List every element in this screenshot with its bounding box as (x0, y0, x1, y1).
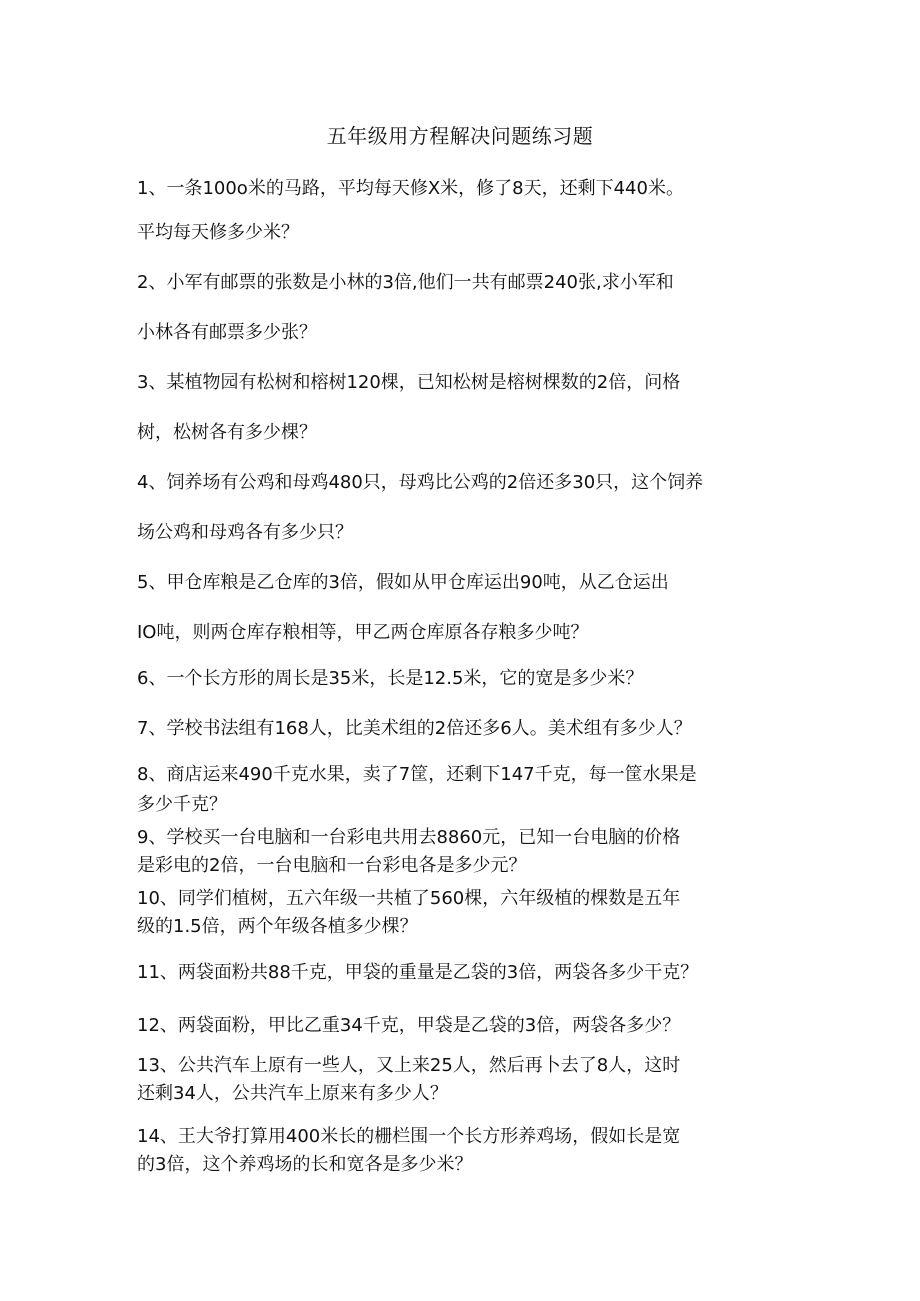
problem-7-line-1: 7、学校书法组有168人，比美术组的2倍还多6人。美术组有多少人？ (137, 718, 692, 739)
problem-8-line-2: 多少千克？ (137, 794, 227, 815)
problem-13-line-2: 还剩34人，公共汽车上原来有多少人？ (137, 1083, 448, 1104)
problem-12-line-1: 12、两袋面粉，甲比乙重34千克，甲袋是乙袋的3倍，两袋各多少？ (137, 1015, 681, 1036)
problem-1-line-1: 1、一条100o米的马路，平均每天修X米，修了8天，还剩下440米。 (137, 178, 684, 199)
problem-4-line-1: 4、饲养场有公鸡和母鸡480只，母鸡比公鸡的2倍还多30只，这个饲养 (137, 472, 704, 493)
problem-8-line-1: 8、商店运来490千克水果，卖了7筐，还剩下147千克，每一筐水果是 (137, 764, 697, 785)
problem-9-line-1: 9、学校买一台电脑和一台彩电共用去8860元，已知一台电脑的价格 (137, 827, 681, 848)
problem-11-line-1: 11、两袋面粉共88千克，甲袋的重量是乙袋的3倍，两袋各多少干克？ (137, 962, 699, 983)
problem-2-line-2: 小林各有邮票多少张？ (137, 322, 317, 343)
problem-5-line-1: 5、甲仓库粮是乙仓库的3倍，假如从甲仓库运出90吨，从乙仓运出 (137, 572, 669, 593)
problem-10-line-1: 10、同学们植树，五六年级一共植了560棵，六年级植的棵数是五年 (137, 888, 681, 909)
problem-4-line-2: 场公鸡和母鸡各有多少只？ (137, 522, 353, 543)
problem-14-line-1: 14、王大爷打算用400米长的栅栏围一个长方形养鸡场，假如长是宽 (137, 1126, 681, 1147)
problem-6-line-1: 6、一个长方形的周长是35米，长是12.5米，它的宽是多少米？ (137, 668, 644, 689)
problem-10-line-2: 级的1.5倍，两个年级各植多少棵？ (137, 916, 418, 937)
problem-13-line-1: 13、公共汽车上原有一些人，又上来25人，然后再卜去了8人，这时 (137, 1055, 681, 1076)
problem-3-line-2: 树，松树各有多少棵？ (137, 422, 317, 443)
problem-2-line-1: 2、小军有邮票的张数是小林的3倍,他们一共有邮票240张,求小军和 (137, 272, 674, 293)
problem-3-line-1: 3、某植物园有松树和榕树120棵，已知松树是榕树棵数的2倍，问格 (137, 372, 681, 393)
problem-5-line-2: IO吨，则两仓库存粮相等，甲乙两仓库原各存粮多少吨？ (137, 622, 589, 643)
problem-1-line-2: 平均每天修多少米？ (137, 222, 299, 243)
problem-14-line-2: 的3倍，这个养鸡场的长和宽各是多少米？ (137, 1154, 473, 1175)
problem-9-line-2: 是彩电的2倍，一台电脑和一台彩电各是多少元？ (137, 855, 527, 876)
document-title: 五年级用方程解决问题练习题 (326, 124, 594, 148)
